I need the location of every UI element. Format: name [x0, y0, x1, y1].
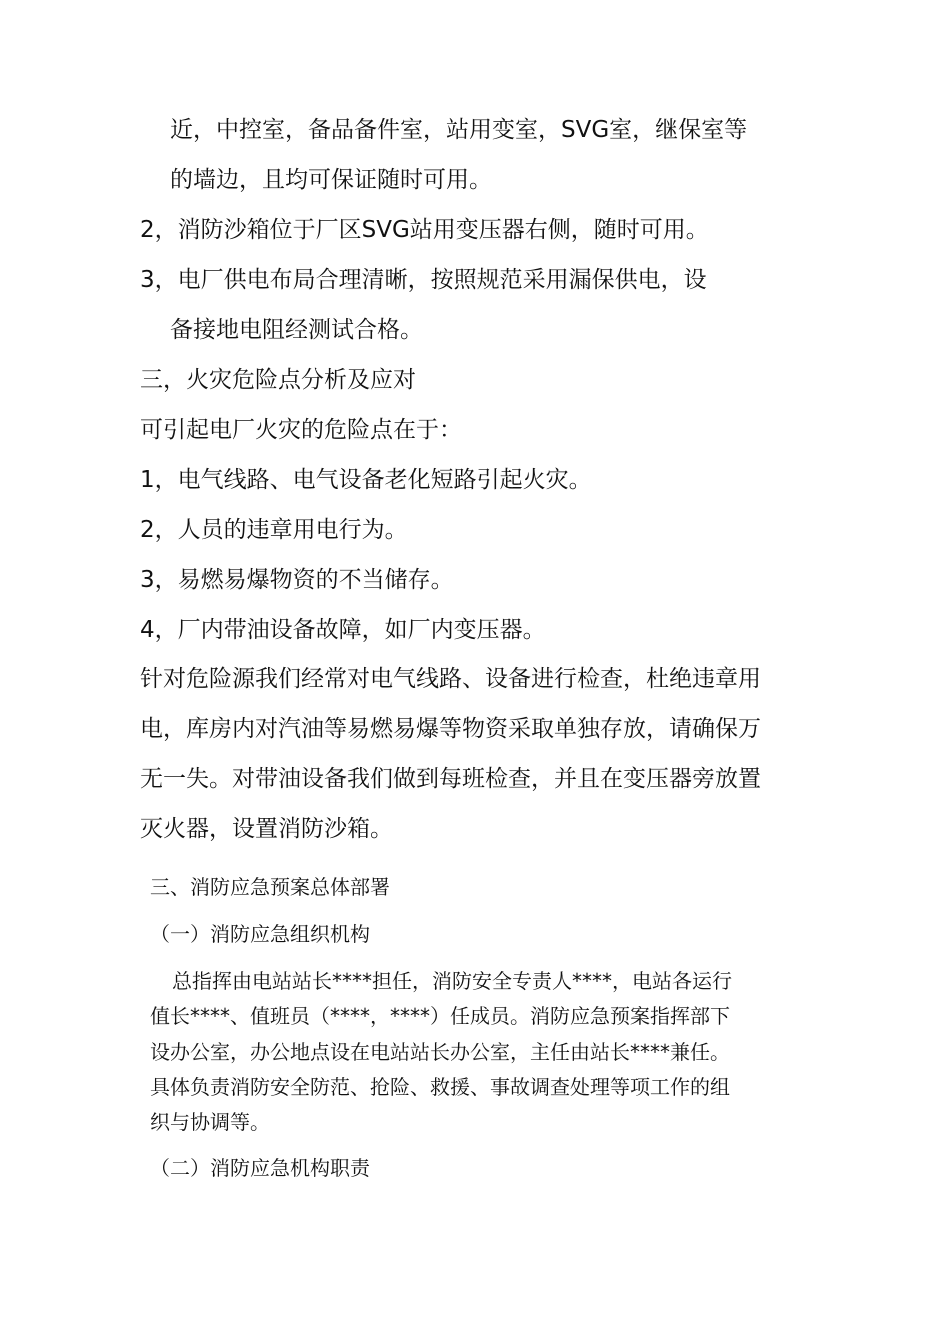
- text-line: 值长****、值班员（****，****）任成员。消防应急预案指挥部下: [150, 1004, 730, 1028]
- text-line: 可引起电厂火灾的危险点在于：: [140, 417, 462, 443]
- text-line: 电，库房内对汽油等易燃易爆等物资采取单独存放，请确保万: [140, 716, 761, 742]
- list-item: 2，消防沙箱位于厂区SVG站用变压器右侧，随时可用。: [140, 217, 709, 243]
- subsection-heading: （一）消防应急组织机构: [150, 922, 370, 946]
- list-item: 3，易燃易爆物资的不当储存。: [140, 567, 454, 593]
- section-heading: 三，火灾危险点分析及应对: [140, 367, 416, 393]
- text-line: 总指挥由电站站长****担任，消防安全专责人****，电站各运行: [172, 969, 732, 993]
- section-heading: 三、消防应急预案总体部署: [150, 875, 390, 899]
- list-item: 3，电厂供电布局合理清晰，按照规范采用漏保供电，设: [140, 267, 707, 293]
- text-line: 设办公室，办公地点设在电站站长办公室，主任由站长****兼任。: [150, 1040, 730, 1064]
- text-line: 灭火器，设置消防沙箱。: [140, 816, 393, 842]
- text-line: 针对危险源我们经常对电气线路、设备进行检查，杜绝违章用: [140, 666, 761, 692]
- text-line: 无一失。对带油设备我们做到每班检查，并且在变压器旁放置: [140, 766, 761, 792]
- text-line: 具体负责消防安全防范、抢险、救援、事故调查处理等项工作的组: [150, 1075, 730, 1099]
- text-line: 备接地电阻经测试合格。: [170, 317, 423, 343]
- subsection-heading: （二）消防应急机构职责: [150, 1156, 370, 1180]
- text-line: 织与协调等。: [150, 1110, 270, 1134]
- list-item: 1，电气线路、电气设备老化短路引起火灾。: [140, 467, 592, 493]
- list-item: 4，厂内带油设备故障，如厂内变压器。: [140, 617, 546, 643]
- list-item: 2，人员的违章用电行为。: [140, 517, 408, 543]
- text-line: 的墙边，且均可保证随时可用。: [170, 167, 492, 193]
- text-line: 近，中控室，备品备件室，站用变室，SVG室，继保室等: [170, 117, 748, 143]
